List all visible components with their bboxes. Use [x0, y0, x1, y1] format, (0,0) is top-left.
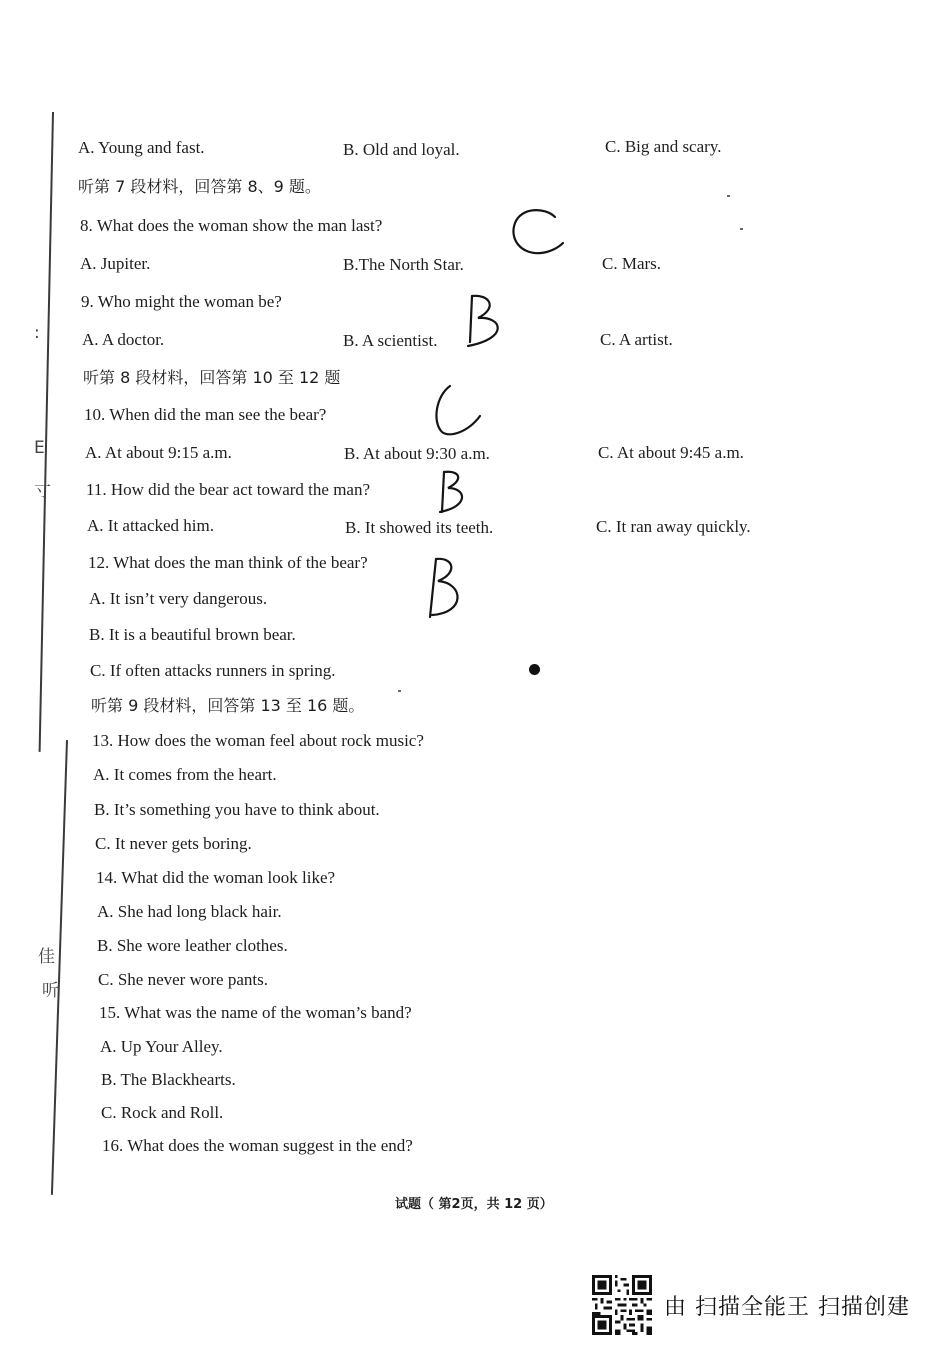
q15-question: 15. What was the name of the woman’s band?: [99, 1003, 412, 1022]
handwritten-answer-q9: [458, 290, 518, 355]
q12-option-a: A. It isn’t very dangerous.: [89, 589, 268, 608]
q13-option-a: A. It comes from the heart.: [93, 765, 277, 784]
q10-question: 10. When did the man see the bear?: [84, 405, 327, 424]
scan-speck: [740, 228, 743, 230]
q10-option-a: A. At about 9:15 a.m.: [85, 443, 232, 462]
q14-option-a: A. She had long black hair.: [97, 902, 282, 921]
q12-option-c: C. If often attacks runners in spring.: [90, 661, 336, 680]
q13-question: 13. How does the woman feel about rock music?: [92, 731, 424, 750]
q15-option-b: B. The Blackhearts.: [101, 1070, 236, 1089]
q9-option-b: B. A scientist.: [343, 331, 438, 350]
q11-option-c: C. It ran away quickly.: [596, 517, 751, 536]
handwritten-answer-q10: [428, 380, 490, 442]
q9-option-a: A. A doctor.: [82, 330, 165, 349]
handwritten-answer-q11: [430, 466, 478, 518]
q8-option-b: B.The North Star.: [343, 255, 464, 274]
handwritten-answer-q12: [420, 553, 470, 623]
handwritten-letter-q10: C: [428, 380, 429, 381]
q8-option-a: A. Jupiter.: [80, 254, 151, 273]
binding-margin-char: 佳: [38, 947, 55, 967]
q14-option-c: C. She never wore pants.: [98, 970, 268, 989]
q11-option-a: A. It attacked him.: [87, 516, 214, 535]
scanner-watermark: 由 扫描全能王 扫描创建: [664, 1295, 910, 1320]
q9-question: 9. Who might the woman be?: [81, 292, 282, 311]
binding-margin-char: :: [34, 323, 40, 343]
q7-option-a: A. Young and fast.: [78, 138, 205, 157]
q14-option-b: B. She wore leather clothes.: [97, 936, 288, 955]
q9-option-c: C. A artist.: [600, 330, 673, 349]
q15-option-a: A. Up Your Alley.: [100, 1037, 223, 1056]
section-heading-8: 听第 8 段材料，回答第 10 至 12 题: [83, 368, 341, 387]
page-footer: 试题（ 第2页，共 12 页）: [395, 1197, 553, 1212]
q11-option-b: B. It showed its teeth.: [345, 518, 494, 537]
ink-dot: [529, 664, 540, 675]
handwritten-letter-q9: B: [458, 290, 459, 291]
q15-option-c: C. Rock and Roll.: [101, 1103, 224, 1122]
q10-option-c: C. At about 9:45 a.m.: [598, 443, 744, 462]
binding-margin-char: E: [34, 438, 45, 458]
section-heading-9: 听第 9 段材料，回答第 13 至 16 题。: [91, 696, 365, 715]
q8-option-c: C. Mars.: [602, 254, 662, 273]
q11-question: 11. How did the bear act toward the man?: [86, 480, 371, 499]
handwritten-letter-q8: C: [505, 203, 506, 204]
scan-speck: [727, 195, 730, 197]
q12-option-b: B. It is a beautiful brown bear.: [89, 625, 296, 644]
handwritten-letter-q12: B: [420, 553, 421, 554]
margin-rule-lower: [51, 740, 68, 1195]
handwritten-letter-q11: B: [430, 466, 431, 467]
q16-question: 16. What does the woman suggest in the end?: [102, 1136, 413, 1155]
q13-option-b: B. It’s something you have to think about.: [94, 800, 380, 819]
scan-speck: [398, 690, 401, 692]
binding-margin-char: 寸: [34, 481, 51, 501]
handwritten-answer-q8: [505, 203, 573, 263]
q14-question: 14. What did the woman look like?: [96, 868, 336, 887]
q8-question: 8. What does the woman show the man last?: [80, 216, 383, 235]
q13-option-c: C. It never gets boring.: [95, 834, 252, 853]
section-heading-7: 听第 7 段材料，回答第 8、9 题。: [78, 177, 321, 196]
q7-option-b: B. Old and loyal.: [343, 140, 460, 159]
margin-rule-upper: [39, 112, 54, 752]
binding-margin-char: 听: [42, 981, 59, 1001]
q12-question: 12. What does the man think of the bear?: [88, 553, 368, 572]
q7-option-c: C. Big and scary.: [605, 137, 722, 156]
qr-code-icon: [592, 1275, 652, 1335]
q10-option-b: B. At about 9:30 a.m.: [344, 444, 490, 463]
